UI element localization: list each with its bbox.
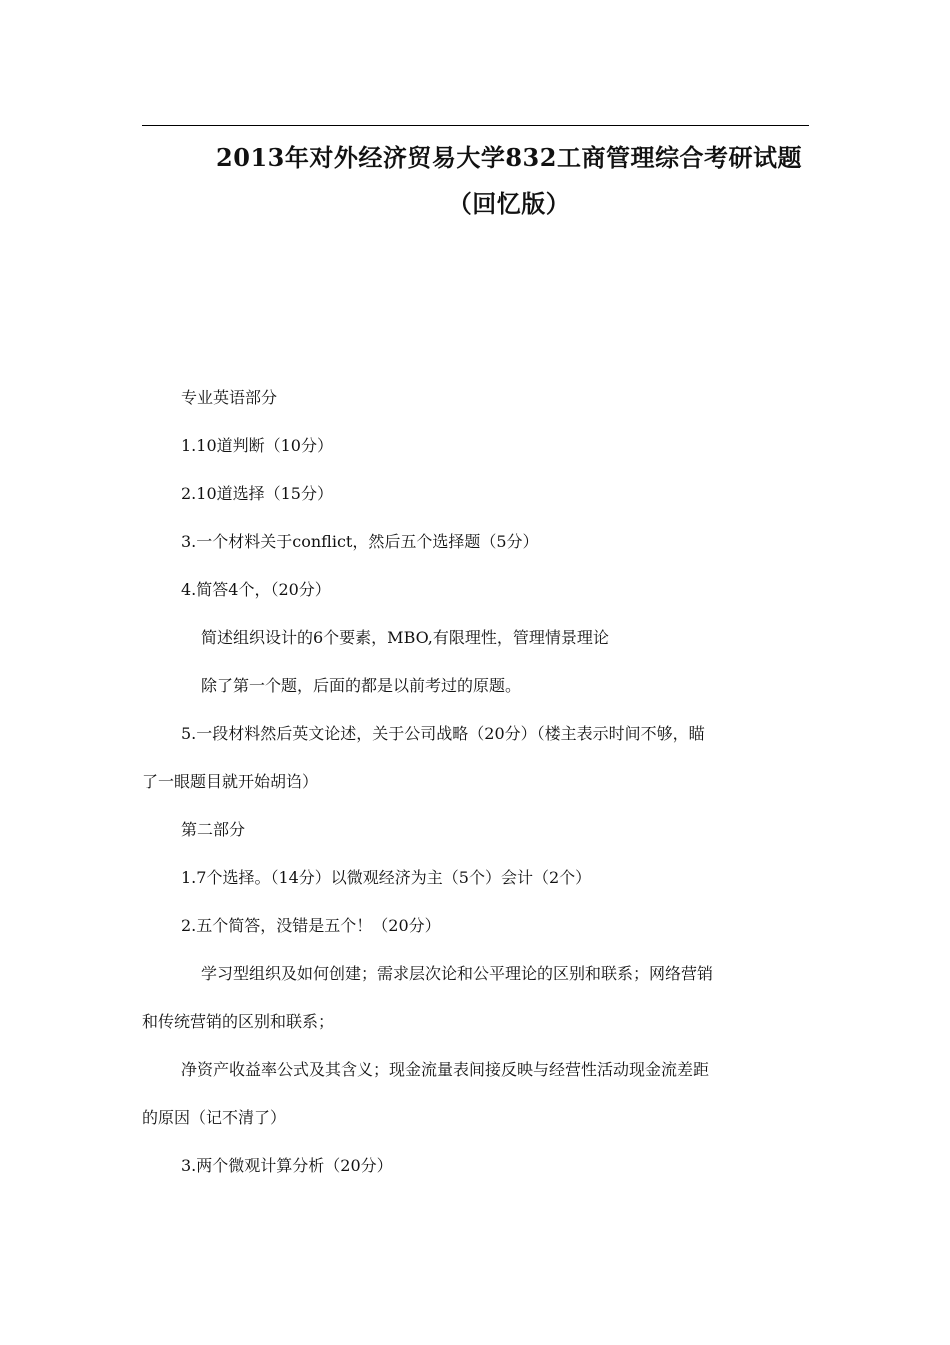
section-heading-english: 专业英语部分 — [181, 388, 278, 407]
question-detail: 除了第一个题，后面的都是以前考过的原题。 — [201, 676, 522, 695]
document-title: 2013年对外经济贸易大学832工商管理综合考研试题 — [216, 143, 802, 172]
question-line: 2.10道选择（15分） — [181, 484, 333, 503]
question-detail: 学习型组织及如何创建；需求层次论和公平理论的区别和联系；网络营销 — [201, 964, 714, 983]
question-line: 1.7个选择。（14分）以微观经济为主（5个）会计（2个） — [181, 868, 592, 887]
header-rule — [142, 125, 809, 126]
question-line-continued: 了一眼题目就开始胡诌） — [142, 772, 319, 791]
question-detail-continued: 的原因（记不清了） — [142, 1108, 287, 1127]
question-detail-continued: 和传统营销的区别和联系； — [142, 1012, 335, 1031]
question-line: 3.两个微观计算分析（20分） — [181, 1156, 393, 1175]
question-line: 5.一段材料然后英文论述，关于公司战略（20分）（楼主表示时间不够，瞄 — [181, 724, 705, 743]
section-heading-part-two: 第二部分 — [181, 820, 246, 839]
question-detail: 净资产收益率公式及其含义；现金流量表间接反映与经营性活动现金流差距 — [181, 1060, 710, 1079]
question-line: 1.10道判断（10分） — [181, 436, 333, 455]
question-line: 3.一个材料关于conflict，然后五个选择题（5分） — [181, 532, 539, 551]
document-subtitle: （回忆版） — [447, 189, 571, 218]
question-line: 2.五个简答，没错是五个！（20分） — [181, 916, 441, 935]
question-detail: 简述组织设计的6个要素，MBO,有限理性，管理情景理论 — [201, 628, 609, 647]
question-line: 4.简答4个，（20分） — [181, 580, 331, 599]
